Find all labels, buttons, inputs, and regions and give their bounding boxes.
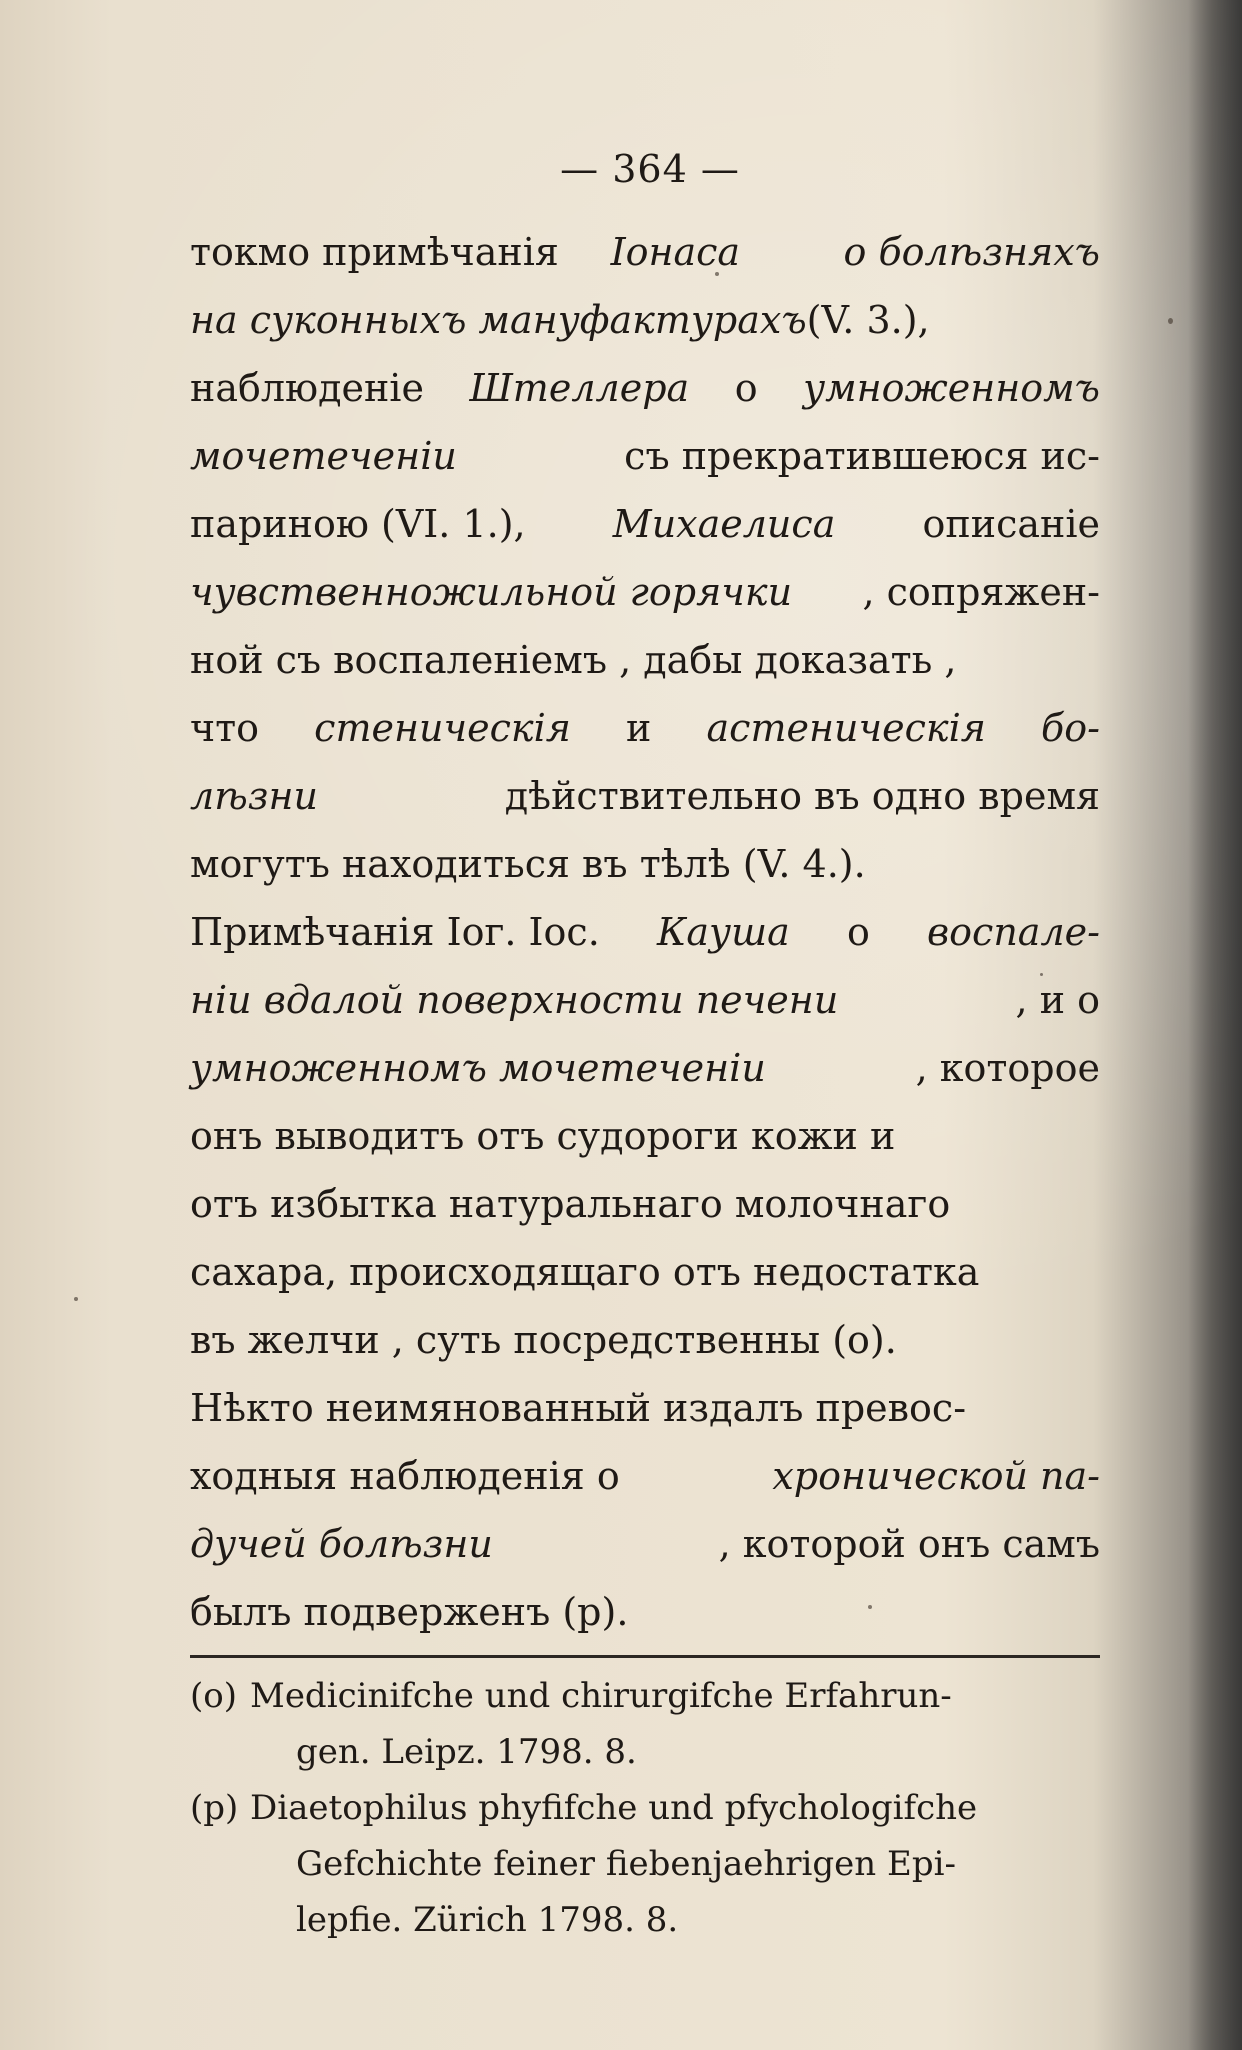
text-segment: былъ подверженъ (p). — [190, 1590, 629, 1634]
text-segment: о — [734, 366, 758, 410]
text-line — [190, 966, 1100, 1034]
italic-phrase: стеническія — [314, 706, 571, 750]
text-line — [190, 626, 1100, 694]
text-segment: токмо примѣчанія — [190, 230, 559, 274]
footnote-text: gen. Leipz. 1798. 8. — [296, 1732, 637, 1772]
italic-name: Кауша — [656, 910, 790, 954]
text-segment: и — [626, 706, 652, 750]
text-segment: , сопряжен- — [862, 570, 1100, 614]
text-segment: , и о — [1015, 978, 1100, 1022]
text-line — [190, 1578, 1100, 1646]
footnote-label: (o) — [190, 1676, 237, 1716]
text-segment: что — [190, 706, 260, 750]
footnote-line — [190, 1668, 1100, 1724]
text-line — [190, 1170, 1100, 1238]
footnote-text: Medicinifche und chirurgifche Erfahrun- — [250, 1676, 952, 1716]
text-line — [190, 422, 1100, 490]
paper-speck — [1168, 318, 1173, 324]
footnote-line — [190, 1780, 1100, 1836]
text-segment: Нѣкто неимянованный издалъ превос- — [190, 1386, 967, 1430]
text-line — [190, 354, 1100, 422]
text-segment: ной съ воспаленіемъ , дабы доказать , — [190, 638, 957, 682]
italic-phrase: умноженномъ — [803, 366, 1100, 410]
text-segment: съ прекратившеюся ис- — [624, 434, 1100, 478]
italic-name: Іонаса — [610, 230, 741, 274]
text-segment: описаніе — [922, 502, 1100, 546]
paper-speck — [74, 1297, 78, 1301]
footnote-label: (p) — [190, 1788, 239, 1828]
italic-name: Штеллера — [469, 366, 690, 410]
italic-phrase: чувственножильной горячки — [190, 570, 793, 614]
footnote-text: lepfie. Zürich 1798. 8. — [296, 1900, 679, 1940]
italic-phrase: ніи вдалой поверхности печени — [190, 978, 839, 1022]
text-line — [190, 286, 1100, 354]
text-line — [190, 1442, 1100, 1510]
italic-phrase: лѣзни — [190, 774, 318, 818]
text-segment: ходныя наблюденія о — [190, 1454, 620, 1498]
text-line — [190, 1374, 1100, 1442]
text-segment: , которое — [915, 1046, 1100, 1090]
text-line — [190, 762, 1100, 830]
text-line — [190, 490, 1100, 558]
text-segment: о — [846, 910, 870, 954]
footnotes — [190, 1668, 1100, 1948]
text-line — [190, 1238, 1100, 1306]
text-line — [190, 1102, 1100, 1170]
footnote-text: Gefchichte feiner fiebenjaehrigen Epi- — [296, 1844, 956, 1884]
text-segment: париною (VI. 1.), — [190, 502, 526, 546]
text-segment: отъ избытка натуральнаго молочнаго — [190, 1182, 951, 1226]
italic-phrase: астеническія — [706, 706, 986, 750]
text-segment: (V. 3.), — [806, 298, 930, 342]
book-gutter-shadow — [1188, 0, 1242, 2050]
footnote-line — [190, 1892, 1100, 1948]
italic-phrase: мочетеченіи — [190, 434, 457, 478]
text-line — [190, 830, 1100, 898]
footnote-line — [190, 1836, 1100, 1892]
italic-name: Михаелиса — [612, 502, 836, 546]
text-line — [190, 1510, 1100, 1578]
text-segment: въ желчи , суть посредственны (o). — [190, 1318, 897, 1362]
italic-phrase: умноженномъ мочетеченіи — [190, 1046, 766, 1090]
footnote-separator-rule — [190, 1655, 1100, 1658]
text-segment: дѣйствительно въ одно время — [504, 774, 1100, 818]
footnote-p — [190, 1780, 1100, 1948]
text-line — [190, 218, 1100, 286]
text-line — [190, 1034, 1100, 1102]
italic-phrase: дучей болѣзни — [190, 1522, 493, 1566]
text-segment: , которой онъ самъ — [718, 1522, 1100, 1566]
text-line — [190, 558, 1100, 626]
text-segment: онъ выводитъ отъ судороги кожи и — [190, 1114, 896, 1158]
italic-phrase: хронической па- — [772, 1454, 1100, 1498]
text-line — [190, 694, 1100, 762]
footnote-o — [190, 1668, 1100, 1780]
text-segment: наблюденіе — [190, 366, 424, 410]
italic-phrase: воспале- — [927, 910, 1100, 954]
text-segment: могутъ находиться въ тѣлѣ (V. 4.). — [190, 842, 866, 886]
italic-phrase: на суконныхъ мануфактурахъ — [190, 298, 807, 342]
text-segment: сахара, происходящаго отъ недостатка — [190, 1250, 980, 1294]
text-line — [190, 1306, 1100, 1374]
italic-hyphen-segment: бо- — [1041, 706, 1100, 750]
page-number: — 364 — — [560, 147, 740, 191]
italic-phrase: о болѣзняхъ — [843, 230, 1100, 274]
footnote-line — [190, 1724, 1100, 1780]
main-text — [190, 218, 1100, 1646]
text-segment: Примѣчанія Іог. Іос. — [190, 910, 600, 954]
text-line — [190, 898, 1100, 966]
footnote-text: Diaetophilus phyfifche und pfychologifche — [250, 1788, 978, 1828]
